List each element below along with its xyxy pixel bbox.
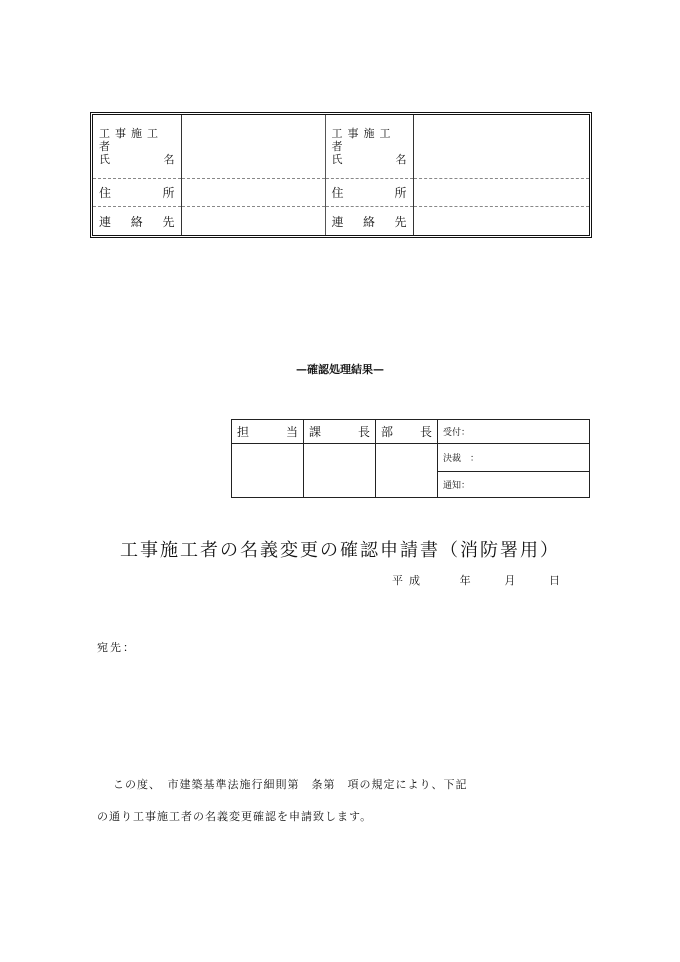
document-title: 工事施工者の名義変更の確認申請書（消防署用） [120,540,560,561]
label-char: 課 [309,425,322,440]
contact-field-right[interactable] [413,207,589,235]
stamp-box-bucho[interactable] [376,444,438,498]
contractor-name-label-right [325,115,413,178]
address-field-right[interactable] [413,178,589,207]
label-char: 長 [419,425,432,440]
label-char: 部 [381,425,394,440]
approval-header-row [232,420,590,444]
label-char: 所 [394,186,407,201]
label-char: 住 [331,186,344,201]
contractor-contact-row [93,207,589,235]
label-char: 担 [237,425,250,440]
received-cell: 受付： [438,420,590,444]
label-char: 氏 [99,152,110,166]
label-char: 連 [99,214,112,229]
contact-field-left[interactable] [181,207,325,235]
contact-label-left [93,207,181,235]
contractor-name-field-right[interactable] [413,115,589,178]
label-char: 所 [162,186,175,201]
address-label-left [93,178,181,207]
result-section-title: —確認処理結果— [296,363,384,376]
stamp-box-tanto[interactable] [232,444,304,498]
contact-label-right [325,207,413,235]
address-field-left[interactable] [181,178,325,207]
label-char: 名 [395,152,407,166]
contractor-address-row [93,178,589,207]
label-char: 連 [331,214,344,229]
day-label: 日 [548,574,560,587]
notice-cell: 通知： [438,471,590,497]
contractor-table-grid [93,115,589,235]
address-label-right [325,178,413,207]
contractor-name-label-left [93,115,181,178]
label-char: 先 [162,214,175,229]
label-char: 長 [357,425,370,440]
approval-stamp-table [231,419,590,498]
contractor-info-table [90,112,592,238]
contractor-name-row [93,115,589,178]
label-char: 名 [163,152,175,166]
body-text-line-2: の通り工事施工者の名義変更確認を申請致します。 [97,810,373,823]
label-char: 当 [285,425,298,440]
label-char: 工事施工者 [99,126,163,153]
approval-stamp-row [232,444,590,471]
label-char: 絡 [130,214,143,229]
stamp-box-kacho[interactable] [304,444,376,498]
body-text-line-1: この度、 市建築基準法施行細則第 条第 項の規定により、下記 [113,778,468,791]
contractor-name-field-left[interactable] [181,115,325,178]
year-label: 年 [459,574,471,587]
header-bucho [376,420,438,444]
month-label: 月 [504,574,516,587]
recipient-label: 宛先： [97,641,136,654]
date-line [392,572,560,588]
label-char: 絡 [362,214,375,229]
label-char: 氏 [331,152,343,166]
label-char: 先 [394,214,407,229]
decision-cell: 決裁 ： [438,444,590,471]
label-char: 工事施工者 [331,126,396,153]
header-tanto [232,420,304,444]
era-label: 平成 [392,574,426,587]
label-char: 住 [99,186,112,201]
header-kacho [304,420,376,444]
